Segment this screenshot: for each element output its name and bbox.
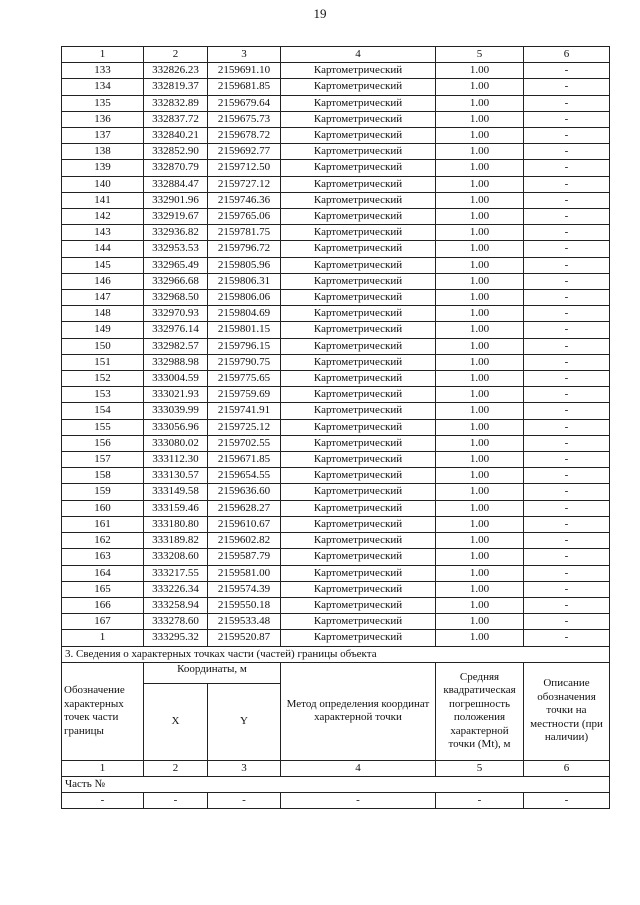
table-row	[62, 565, 610, 581]
table-cell: 1.00	[436, 484, 524, 500]
table-cell: 332919.67	[144, 209, 208, 225]
table-cell: -	[524, 371, 610, 387]
table-cell: 1.00	[436, 435, 524, 451]
table-cell: -	[524, 306, 610, 322]
table-cell: -	[524, 452, 610, 468]
table-row	[62, 484, 610, 500]
table-cell: 1.00	[436, 387, 524, 403]
section3-header-row	[62, 662, 610, 683]
table-cell: Картометрический	[281, 468, 436, 484]
table-cell: -	[524, 338, 610, 354]
table-cell: 1.00	[436, 452, 524, 468]
table-cell: 2159727.12	[208, 176, 281, 192]
table-cell: Картометрический	[281, 63, 436, 79]
table-row	[62, 452, 610, 468]
table-cell: Картометрический	[281, 533, 436, 549]
table-cell: 158	[62, 468, 144, 484]
table-row	[62, 306, 610, 322]
table-cell: 332852.90	[144, 144, 208, 160]
table-cell: 134	[62, 79, 144, 95]
table-cell: Картометрический	[281, 419, 436, 435]
table-row	[62, 290, 610, 306]
table-cell: 2159610.67	[208, 516, 281, 532]
table-cell: 1.00	[436, 549, 524, 565]
table-row	[62, 403, 610, 419]
empty-cell: -	[436, 793, 524, 809]
table-cell: 1.00	[436, 322, 524, 338]
table-row	[62, 176, 610, 192]
table-row	[62, 549, 610, 565]
table-cell: 1.00	[436, 192, 524, 208]
section-title-row	[62, 646, 610, 662]
table-cell: 333226.34	[144, 581, 208, 597]
table-cell: 167	[62, 614, 144, 630]
accuracy-header: Средняя квадратическая погрешность положения характерной точки (Mt), м	[436, 662, 524, 760]
table-cell: -	[524, 322, 610, 338]
table-cell: 333004.59	[144, 371, 208, 387]
table-cell: 333130.57	[144, 468, 208, 484]
table-cell: 1.00	[436, 176, 524, 192]
table-cell: 162	[62, 533, 144, 549]
table-cell: 333112.30	[144, 452, 208, 468]
table-cell: 163	[62, 549, 144, 565]
table-cell: 332988.98	[144, 354, 208, 370]
number-cell: 4	[281, 760, 436, 776]
table-cell: 2159765.06	[208, 209, 281, 225]
table-cell: 332826.23	[144, 63, 208, 79]
header-cell: 4	[281, 47, 436, 63]
table-cell: -	[524, 257, 610, 273]
table-cell: -	[524, 500, 610, 516]
table-cell: Картометрический	[281, 500, 436, 516]
table-cell: Картометрический	[281, 597, 436, 613]
table-cell: 150	[62, 338, 144, 354]
table-cell: -	[524, 581, 610, 597]
table-cell: 333039.99	[144, 403, 208, 419]
table-cell: 1.00	[436, 630, 524, 646]
table-cell: Картометрический	[281, 306, 436, 322]
part-row	[62, 776, 610, 792]
table-cell: -	[524, 128, 610, 144]
table-cell: 155	[62, 419, 144, 435]
table-cell: 2159520.87	[208, 630, 281, 646]
table-cell: 157	[62, 452, 144, 468]
table-cell: Картометрический	[281, 225, 436, 241]
table-cell: -	[524, 225, 610, 241]
table-cell: 1.00	[436, 516, 524, 532]
table-row	[62, 630, 610, 646]
table-cell: Картометрический	[281, 322, 436, 338]
table-cell: Картометрический	[281, 241, 436, 257]
table-cell: 1.00	[436, 160, 524, 176]
table-row	[62, 468, 610, 484]
table-cell: -	[524, 597, 610, 613]
table-cell: 333189.82	[144, 533, 208, 549]
number-cell: 2	[144, 760, 208, 776]
number-cell: 1	[62, 760, 144, 776]
table-cell: 333159.46	[144, 500, 208, 516]
table-cell: -	[524, 387, 610, 403]
section3-number-row	[62, 760, 610, 776]
table-cell: 2159679.64	[208, 95, 281, 111]
table-cell: 139	[62, 160, 144, 176]
table-cell: -	[524, 290, 610, 306]
table-cell: 144	[62, 241, 144, 257]
table-cell: -	[524, 95, 610, 111]
table-row	[62, 516, 610, 532]
table-cell: Картометрический	[281, 95, 436, 111]
table-row	[62, 435, 610, 451]
table-cell: 333278.60	[144, 614, 208, 630]
table-cell: Картометрический	[281, 144, 436, 160]
coordinates-table	[61, 46, 610, 809]
number-cell: 3	[208, 760, 281, 776]
table-cell: 2159759.69	[208, 387, 281, 403]
table-cell: 2159691.10	[208, 63, 281, 79]
table-cell: -	[524, 533, 610, 549]
empty-cell: -	[208, 793, 281, 809]
table-cell: 2159741.91	[208, 403, 281, 419]
description-header: Описание обозначения точки на местности (при наличии)	[524, 662, 610, 760]
empty-cell: -	[62, 793, 144, 809]
table-cell: 2159796.72	[208, 241, 281, 257]
table-cell: 333295.32	[144, 630, 208, 646]
table-cell: 1.00	[436, 209, 524, 225]
table-cell: 2159636.60	[208, 484, 281, 500]
table-cell: -	[524, 630, 610, 646]
table-cell: -	[524, 209, 610, 225]
table-cell: 332968.50	[144, 290, 208, 306]
table-row	[62, 257, 610, 273]
table-row	[62, 160, 610, 176]
table-row	[62, 354, 610, 370]
table-cell: -	[524, 435, 610, 451]
table-cell: 333217.55	[144, 565, 208, 581]
method-header: Метод определения координат характерной точки	[281, 662, 436, 760]
table-cell: 1	[62, 630, 144, 646]
table-cell: 332840.21	[144, 128, 208, 144]
section-title: 3. Сведения о характерных точках части (частей) границы объекта	[62, 646, 610, 662]
table-cell: -	[524, 273, 610, 289]
table-cell: 1.00	[436, 144, 524, 160]
table-cell: 2159587.79	[208, 549, 281, 565]
table-cell: 333180.80	[144, 516, 208, 532]
table-cell: 2159654.55	[208, 468, 281, 484]
table-cell: 332965.49	[144, 257, 208, 273]
table-cell: 145	[62, 257, 144, 273]
table-cell: 2159775.65	[208, 371, 281, 387]
table-row	[62, 209, 610, 225]
table-cell: Картометрический	[281, 209, 436, 225]
table-cell: 147	[62, 290, 144, 306]
table-cell: Картометрический	[281, 273, 436, 289]
table-cell: 333208.60	[144, 549, 208, 565]
table-cell: 333149.58	[144, 484, 208, 500]
table-cell: -	[524, 176, 610, 192]
point-designation-header: Обозначение характерных точек части границы	[62, 662, 144, 760]
table-cell: 1.00	[436, 95, 524, 111]
table-cell: 2159781.75	[208, 225, 281, 241]
table-row	[62, 371, 610, 387]
table-row	[62, 581, 610, 597]
table-cell: Картометрический	[281, 403, 436, 419]
table-header-row	[62, 47, 610, 63]
table-cell: 135	[62, 95, 144, 111]
table-cell: 2159671.85	[208, 452, 281, 468]
table-cell: Картометрический	[281, 581, 436, 597]
table-cell: 332953.53	[144, 241, 208, 257]
table-cell: Картометрический	[281, 549, 436, 565]
table-cell: 2159574.39	[208, 581, 281, 597]
table-cell: 1.00	[436, 371, 524, 387]
table-cell: 2159746.36	[208, 192, 281, 208]
table-cell: Картометрический	[281, 614, 436, 630]
table-cell: 332837.72	[144, 111, 208, 127]
table-cell: -	[524, 549, 610, 565]
table-row	[62, 322, 610, 338]
table-cell: 140	[62, 176, 144, 192]
table-cell: -	[524, 111, 610, 127]
table-cell: 333021.93	[144, 387, 208, 403]
table-cell: 1.00	[436, 581, 524, 597]
table-row	[62, 500, 610, 516]
table-cell: 2159533.48	[208, 614, 281, 630]
table-cell: -	[524, 192, 610, 208]
table-cell: 1.00	[436, 354, 524, 370]
table-cell: 1.00	[436, 597, 524, 613]
table-cell: 149	[62, 322, 144, 338]
table-cell: Картометрический	[281, 565, 436, 581]
table-cell: 1.00	[436, 241, 524, 257]
table-cell: 2159796.15	[208, 338, 281, 354]
table-cell: 166	[62, 597, 144, 613]
table-cell: 1.00	[436, 419, 524, 435]
table-cell: 1.00	[436, 257, 524, 273]
table-row	[62, 614, 610, 630]
empty-cell: -	[281, 793, 436, 809]
table-cell: Картометрический	[281, 516, 436, 532]
y-header: Y	[208, 683, 281, 760]
table-cell: 1.00	[436, 63, 524, 79]
header-cell: 2	[144, 47, 208, 63]
table-cell: 332936.82	[144, 225, 208, 241]
table-cell: 2159806.31	[208, 273, 281, 289]
header-cell: 6	[524, 47, 610, 63]
table-cell: 2159801.15	[208, 322, 281, 338]
table-row	[62, 273, 610, 289]
empty-cell: -	[144, 793, 208, 809]
table-row	[62, 533, 610, 549]
table-cell: Картометрический	[281, 484, 436, 500]
table-cell: Картометрический	[281, 290, 436, 306]
table-cell: 1.00	[436, 79, 524, 95]
table-cell: 2159675.73	[208, 111, 281, 127]
table-cell: 332982.57	[144, 338, 208, 354]
table-cell: 2159702.55	[208, 435, 281, 451]
table-row	[62, 95, 610, 111]
table-cell: Картометрический	[281, 452, 436, 468]
part-label: Часть №	[62, 776, 610, 792]
table-cell: 151	[62, 354, 144, 370]
table-row	[62, 597, 610, 613]
table-cell: 2159581.00	[208, 565, 281, 581]
table-cell: 136	[62, 111, 144, 127]
table-cell: 143	[62, 225, 144, 241]
table-cell: Картометрический	[281, 435, 436, 451]
table-cell: 333080.02	[144, 435, 208, 451]
table-row	[62, 79, 610, 95]
table-cell: -	[524, 614, 610, 630]
table-cell: 137	[62, 128, 144, 144]
empty-row	[62, 793, 610, 809]
table-cell: Картометрический	[281, 111, 436, 127]
table-cell: Картометрический	[281, 338, 436, 354]
table-cell: 1.00	[436, 500, 524, 516]
table-cell: 2159712.50	[208, 160, 281, 176]
table-cell: 2159692.77	[208, 144, 281, 160]
table-cell: 332819.37	[144, 79, 208, 95]
table-row	[62, 225, 610, 241]
table-cell: 332832.89	[144, 95, 208, 111]
table-cell: 2159790.75	[208, 354, 281, 370]
table-cell: Картометрический	[281, 387, 436, 403]
table-cell: 332966.68	[144, 273, 208, 289]
table-cell: Картометрический	[281, 160, 436, 176]
table-cell: Картометрический	[281, 128, 436, 144]
table-cell: 1.00	[436, 533, 524, 549]
header-cell: 5	[436, 47, 524, 63]
table-cell: Картометрический	[281, 176, 436, 192]
table-cell: 332970.93	[144, 306, 208, 322]
table-cell: Картометрический	[281, 354, 436, 370]
table-cell: 2159628.27	[208, 500, 281, 516]
table-cell: 2159681.85	[208, 79, 281, 95]
table-cell: 1.00	[436, 128, 524, 144]
table-cell: 332884.47	[144, 176, 208, 192]
table-cell: Картометрический	[281, 371, 436, 387]
table-cell: 152	[62, 371, 144, 387]
table-cell: 156	[62, 435, 144, 451]
table-cell: 164	[62, 565, 144, 581]
table-cell: 133	[62, 63, 144, 79]
table-cell: 165	[62, 581, 144, 597]
table-cell: 1.00	[436, 338, 524, 354]
table-cell: 2159602.82	[208, 533, 281, 549]
table-cell: 159	[62, 484, 144, 500]
table-cell: Картометрический	[281, 79, 436, 95]
table-cell: 332901.96	[144, 192, 208, 208]
table-cell: -	[524, 484, 610, 500]
number-cell: 6	[524, 760, 610, 776]
number-cell: 5	[436, 760, 524, 776]
table-row	[62, 63, 610, 79]
coordinates-header: Координаты, м	[144, 662, 281, 683]
table-cell: 1.00	[436, 111, 524, 127]
table-cell: 1.00	[436, 225, 524, 241]
table-row	[62, 241, 610, 257]
table-cell: 1.00	[436, 306, 524, 322]
table-cell: -	[524, 354, 610, 370]
table-row	[62, 387, 610, 403]
table-cell: 160	[62, 500, 144, 516]
empty-cell: -	[524, 793, 610, 809]
table-cell: 1.00	[436, 468, 524, 484]
table-cell: 1.00	[436, 565, 524, 581]
table-cell: 332976.14	[144, 322, 208, 338]
table-row	[62, 111, 610, 127]
header-cell: 3	[208, 47, 281, 63]
table-cell: 2159550.18	[208, 597, 281, 613]
table-cell: 141	[62, 192, 144, 208]
table-cell: -	[524, 565, 610, 581]
table-cell: -	[524, 160, 610, 176]
table-cell: Картометрический	[281, 257, 436, 273]
table-cell: 1.00	[436, 614, 524, 630]
table-row	[62, 128, 610, 144]
table-cell: 333056.96	[144, 419, 208, 435]
page-number: 19	[313, 6, 327, 21]
header-cell: 1	[62, 47, 144, 63]
table-cell: 142	[62, 209, 144, 225]
table-cell: -	[524, 403, 610, 419]
table-cell: 1.00	[436, 290, 524, 306]
table-cell: -	[524, 144, 610, 160]
table-cell: 154	[62, 403, 144, 419]
table-cell: -	[524, 79, 610, 95]
table-cell: 146	[62, 273, 144, 289]
table-row	[62, 338, 610, 354]
table-cell: 2159804.69	[208, 306, 281, 322]
table-cell: 153	[62, 387, 144, 403]
table-row	[62, 144, 610, 160]
table-row	[62, 419, 610, 435]
table-row	[62, 192, 610, 208]
table-cell: -	[524, 241, 610, 257]
table-cell: 148	[62, 306, 144, 322]
table-cell: 2159678.72	[208, 128, 281, 144]
table-cell: 1.00	[436, 273, 524, 289]
x-header: X	[144, 683, 208, 760]
table-cell: 138	[62, 144, 144, 160]
table-cell: 161	[62, 516, 144, 532]
table-cell: -	[524, 419, 610, 435]
table-cell: 1.00	[436, 403, 524, 419]
table-cell: -	[524, 468, 610, 484]
table-cell: -	[524, 63, 610, 79]
table-cell: Картометрический	[281, 630, 436, 646]
table-cell: 2159805.96	[208, 257, 281, 273]
table-cell: 2159806.06	[208, 290, 281, 306]
table-cell: -	[524, 516, 610, 532]
table-cell: 332870.79	[144, 160, 208, 176]
table-cell: Картометрический	[281, 192, 436, 208]
table-cell: 2159725.12	[208, 419, 281, 435]
table-cell: 333258.94	[144, 597, 208, 613]
